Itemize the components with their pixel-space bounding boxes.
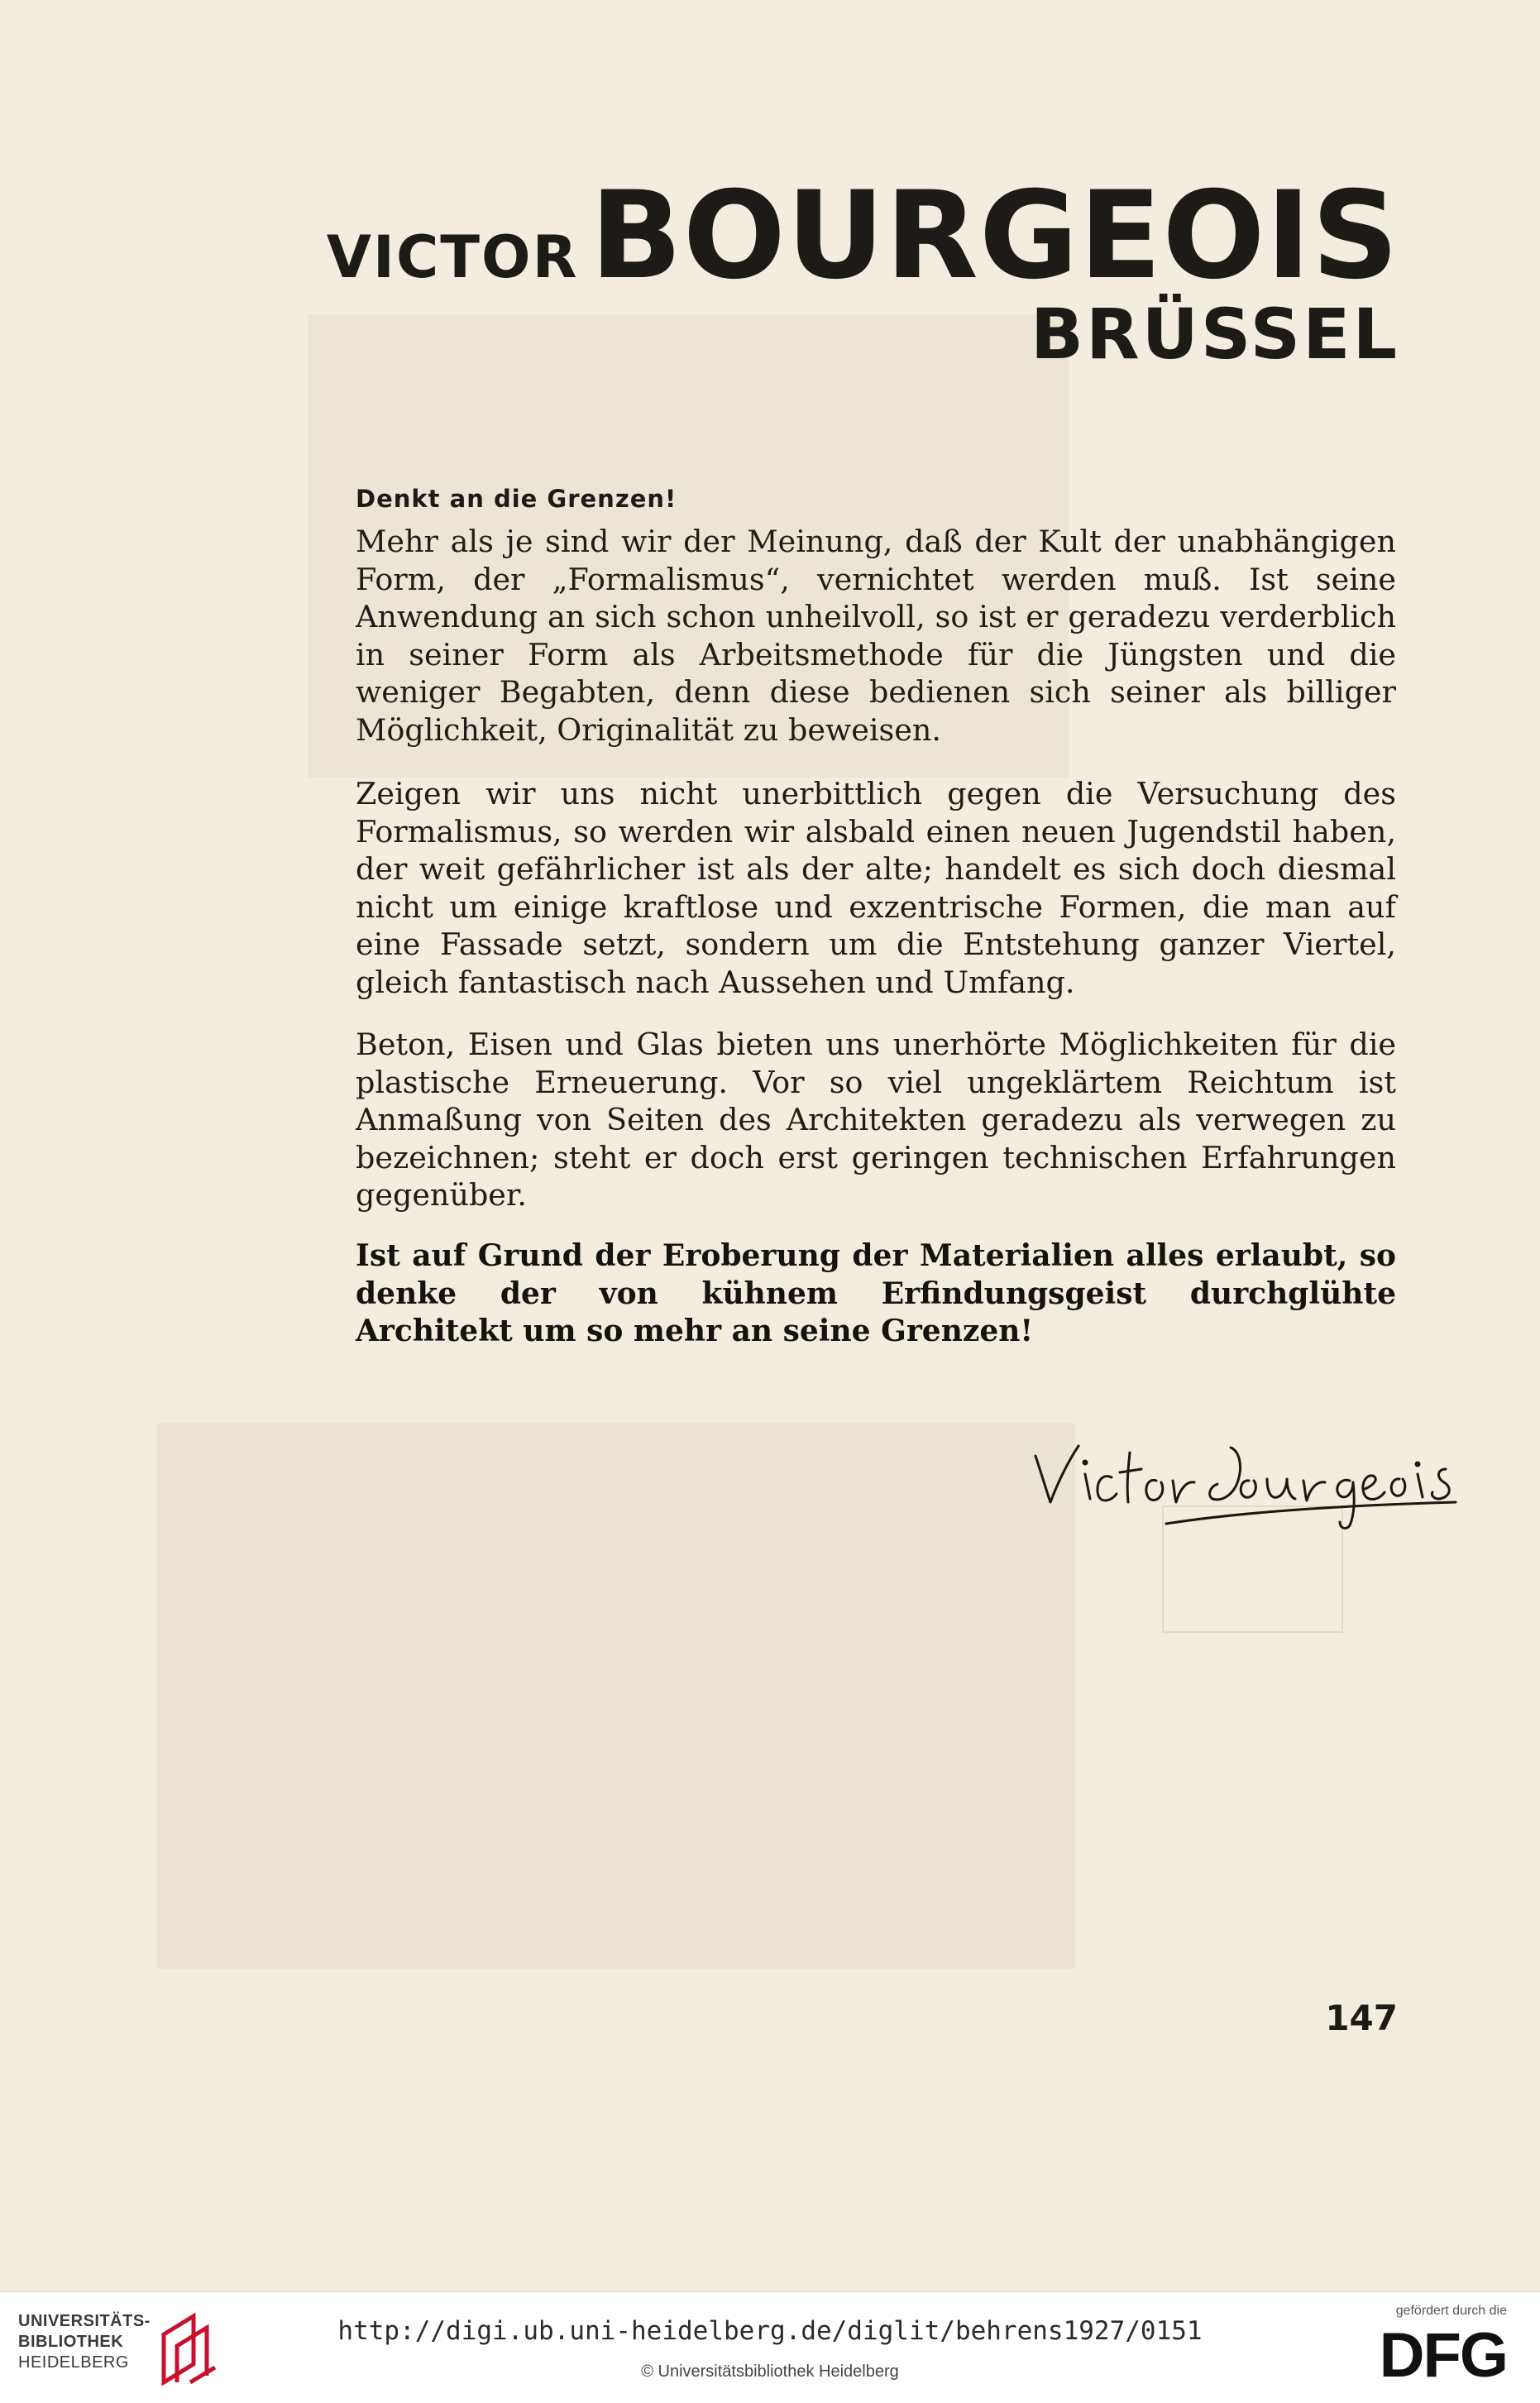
author-first-name: VICTOR xyxy=(326,223,579,291)
dfg-logo: DFG xyxy=(1379,2320,1507,2391)
digitization-footer xyxy=(0,2291,1540,2403)
paragraph: Zeigen wir uns nicht unerbittlich gegen die Versuchung des Formalismus, so werden wir alsbald einen neuen Jugendstil haben, der weit gefährlicher ist als der alte; handelt es sich doch diesmal nicht um einige kraftlose und exzentrische Formen, die man auf eine Fassade setzt, sondern um die Entstehung ganzer Viertel, gleich fantastisch nach Aussehen und Umfang. xyxy=(356,776,1396,1000)
show-through-shadow xyxy=(157,1423,1075,1969)
paragraph: Beton, Eisen und Glas bieten uns unerhörte Möglichkeiten für die plastische Erneuerung. Vor so viel ungeklärtem Reichtum ist Anmaßung von Seiten des Architekten geradezu als verwegen zu bezeichnen; steht er doch erst geringen technischen Erfahrungen gegenüber. xyxy=(356,1027,1396,1213)
library-name-line: BIBLIOTHEK xyxy=(18,2333,124,2351)
library-name-line: UNIVERSITÄTS- xyxy=(18,2312,151,2330)
page-number: 147 xyxy=(1325,1998,1398,2038)
permalink-url[interactable]: http://digi.ub.uni-heidelberg.de/diglit/behrens1927/0151 xyxy=(337,2316,1203,2346)
library-name-line: HEIDELBERG xyxy=(18,2353,129,2372)
closing-paragraph: Ist auf Grund der Eroberung der Materialien alles erlaubt, so denke der von kühnem Erfindungsgeist durchglühte Architekt um so mehr an seine Grenzen! xyxy=(356,1238,1396,1348)
author-title xyxy=(327,165,1399,306)
author-city: BRÜSSEL xyxy=(1030,294,1399,375)
funding-caption: gefördert durch die xyxy=(1395,2304,1507,2318)
paragraph: Mehr als je sind wir der Meinung, daß der Kult der unabhängigen Form, der „Formalismus“, vernichtet werden muß. Ist seine Anwendung an sich schon unheilvoll, so ist er geradezu verderblich in seiner Form als Arbeitsmethode für die Jüngsten und die weniger Begabten, denn diese bedienen sich seiner als billiger Möglichkeit, Originalität zu beweisen. xyxy=(356,524,1396,748)
article-heading: Denkt an die Grenzen! xyxy=(356,485,677,513)
author-last-name: BOURGEOIS xyxy=(590,165,1399,306)
copyright-notice: © Universitätsbibliothek Heidelberg xyxy=(641,2362,899,2381)
handwritten-signature xyxy=(1026,1423,1472,1539)
